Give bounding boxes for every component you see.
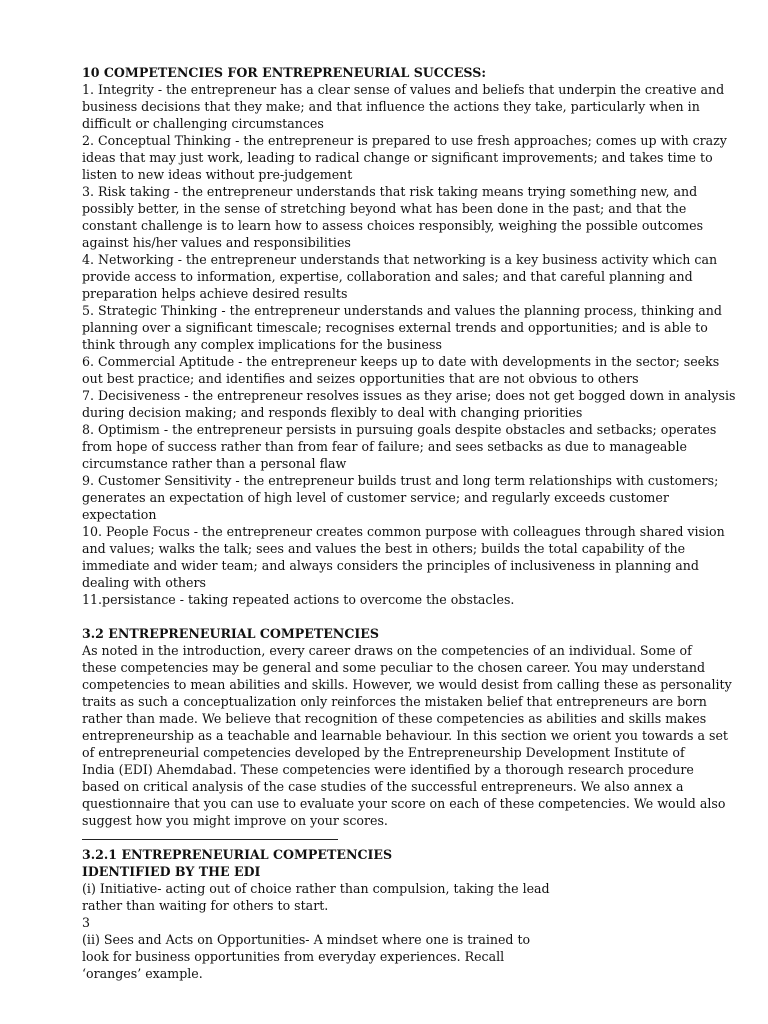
edi-competencies-list	[82, 880, 722, 982]
text-line: 3	[82, 915, 91, 930]
text-line: dealing with others	[82, 575, 206, 590]
text-line: difficult or challenging circumstances	[82, 116, 324, 131]
text-line: look for business opportunities from everyday experiences. Recall	[82, 949, 505, 964]
paragraph-line: As noted in the introduction, every career draws on the competencies of an individual. Some of	[82, 643, 692, 658]
paragraph-line: rather than made. We believe that recognition of these competencies as abilities and skills makes	[82, 711, 707, 726]
text-line: planning over a significant timescale; recognises external trends and opportunities; and is able to	[82, 320, 708, 335]
document-page	[82, 64, 736, 982]
text-line: possibly better, in the sense of stretching beyond what has been done in the past; and that the	[82, 201, 687, 216]
text-line: 7. Decisiveness - the entrepreneur resolves issues as they arise; does not get bogged down in analysis	[82, 388, 736, 403]
text-line: 11.persistance - taking repeated actions to overcome the obstacles.	[82, 592, 515, 607]
text-line: immediate and wider team; and always considers the principles of inclusiveness in planning and	[82, 558, 699, 573]
text-line: (i) Initiative- acting out of choice rather than compulsion, taking the lead	[82, 881, 550, 896]
paragraph-line: of entrepreneurial competencies developed by the Entrepreneurship Development Institute of	[82, 745, 685, 760]
paragraph-line: these competencies may be general and some peculiar to the chosen career. You may understand	[82, 660, 706, 675]
edi-competencies-section	[82, 846, 722, 982]
section-3-2-1-heading-line2: IDENTIFIED BY THE EDI	[82, 864, 261, 879]
paragraph-line: based on critical analysis of the case studies of the successful entrepreneurs. We also annex a	[82, 779, 684, 794]
paragraph-line: India (EDI) Ahemdabad. These competencies were identified by a thorough research procedure	[82, 762, 694, 777]
text-line: (ii) Sees and Acts on Opportunities- A mindset where one is trained to	[82, 932, 531, 947]
text-line: listen to new ideas without pre-judgement	[82, 167, 353, 182]
text-line: ideas that may just work, leading to radical change or significant improvements; and takes time to	[82, 150, 713, 165]
text-line: and values; walks the talk; sees and values the best in others; builds the total capability of the	[82, 541, 686, 556]
footnote-divider	[82, 829, 338, 840]
text-line: constant challenge is to learn how to assess choices responsibly, weighing the possible outcomes	[82, 218, 704, 233]
text-line: 9. Customer Sensitivity - the entrepreneur builds trust and long term relationships with customers;	[82, 473, 719, 488]
text-line: against his/her values and responsibilities	[82, 235, 351, 250]
paragraph-line: entrepreneurship as a teachable and learnable behaviour. In this section we orient you towards a set	[82, 728, 728, 743]
competencies-list	[82, 81, 736, 608]
text-line: generates an expectation of high level of customer service; and regularly exceeds customer	[82, 490, 669, 505]
text-line: 1. Integrity - the entrepreneur has a clear sense of values and beliefs that underpin the creative and	[82, 82, 725, 97]
paragraph-line: suggest how you might improve on your scores.	[82, 813, 388, 828]
competencies-section	[82, 64, 736, 608]
text-line: out best practice; and identifies and seizes opportunities that are not obvious to others	[82, 371, 639, 386]
section-gap	[82, 608, 722, 625]
text-line: 4. Networking - the entrepreneur understands that networking is a key business activity which can	[82, 252, 718, 267]
entrepreneurial-competencies-section	[82, 625, 732, 829]
text-line: 8. Optimism - the entrepreneur persists in pursuing goals despite obstacles and setbacks; operates	[82, 422, 717, 437]
paragraph-line: questionnaire that you can use to evaluate your score on each of these competencies. We would also	[82, 796, 726, 811]
text-line: 2. Conceptual Thinking - the entrepreneur is prepared to use fresh approaches; comes up with crazy	[82, 133, 727, 148]
text-line: 6. Commercial Aptitude - the entrepreneur keeps up to date with developments in the sector; seeks	[82, 354, 720, 369]
text-line: 3. Risk taking - the entrepreneur understands that risk taking means trying something new, and	[82, 184, 698, 199]
text-line: provide access to information, expertise, collaboration and sales; and that careful planning and	[82, 269, 693, 284]
text-line: rather than waiting for others to start.	[82, 898, 329, 913]
text-line: expectation	[82, 507, 157, 522]
text-line: ‘oranges’ example.	[82, 966, 203, 981]
competencies-heading: 10 COMPETENCIES FOR ENTREPRENEURIAL SUCCESS:	[82, 65, 486, 80]
paragraph-line: traits as such a conceptualization only reinforces the mistaken belief that entrepreneurs are born	[82, 694, 707, 709]
text-line: 5. Strategic Thinking - the entrepreneur understands and values the planning process, thinking and	[82, 303, 722, 318]
section-3-2-paragraph	[82, 642, 732, 829]
section-3-2-heading: 3.2 ENTREPRENEURIAL COMPETENCIES	[82, 626, 379, 641]
text-line: preparation helps achieve desired results	[82, 286, 348, 301]
text-line: circumstance rather than a personal flaw	[82, 456, 347, 471]
text-line: 10. People Focus - the entrepreneur creates common purpose with colleagues through shared vision	[82, 524, 725, 539]
section-3-2-1-heading-line1: 3.2.1 ENTREPRENEURIAL COMPETENCIES	[82, 847, 393, 862]
text-line: from hope of success rather than from fear of failure; and sees setbacks as due to manageable	[82, 439, 687, 454]
paragraph-line: competencies to mean abilities and skills. However, we would desist from calling these as personality	[82, 677, 732, 692]
text-line: during decision making; and responds flexibly to deal with changing priorities	[82, 405, 583, 420]
text-line: business decisions that they make; and that influence the actions they take, particularly when in	[82, 99, 700, 114]
text-line: think through any complex implications for the business	[82, 337, 442, 352]
